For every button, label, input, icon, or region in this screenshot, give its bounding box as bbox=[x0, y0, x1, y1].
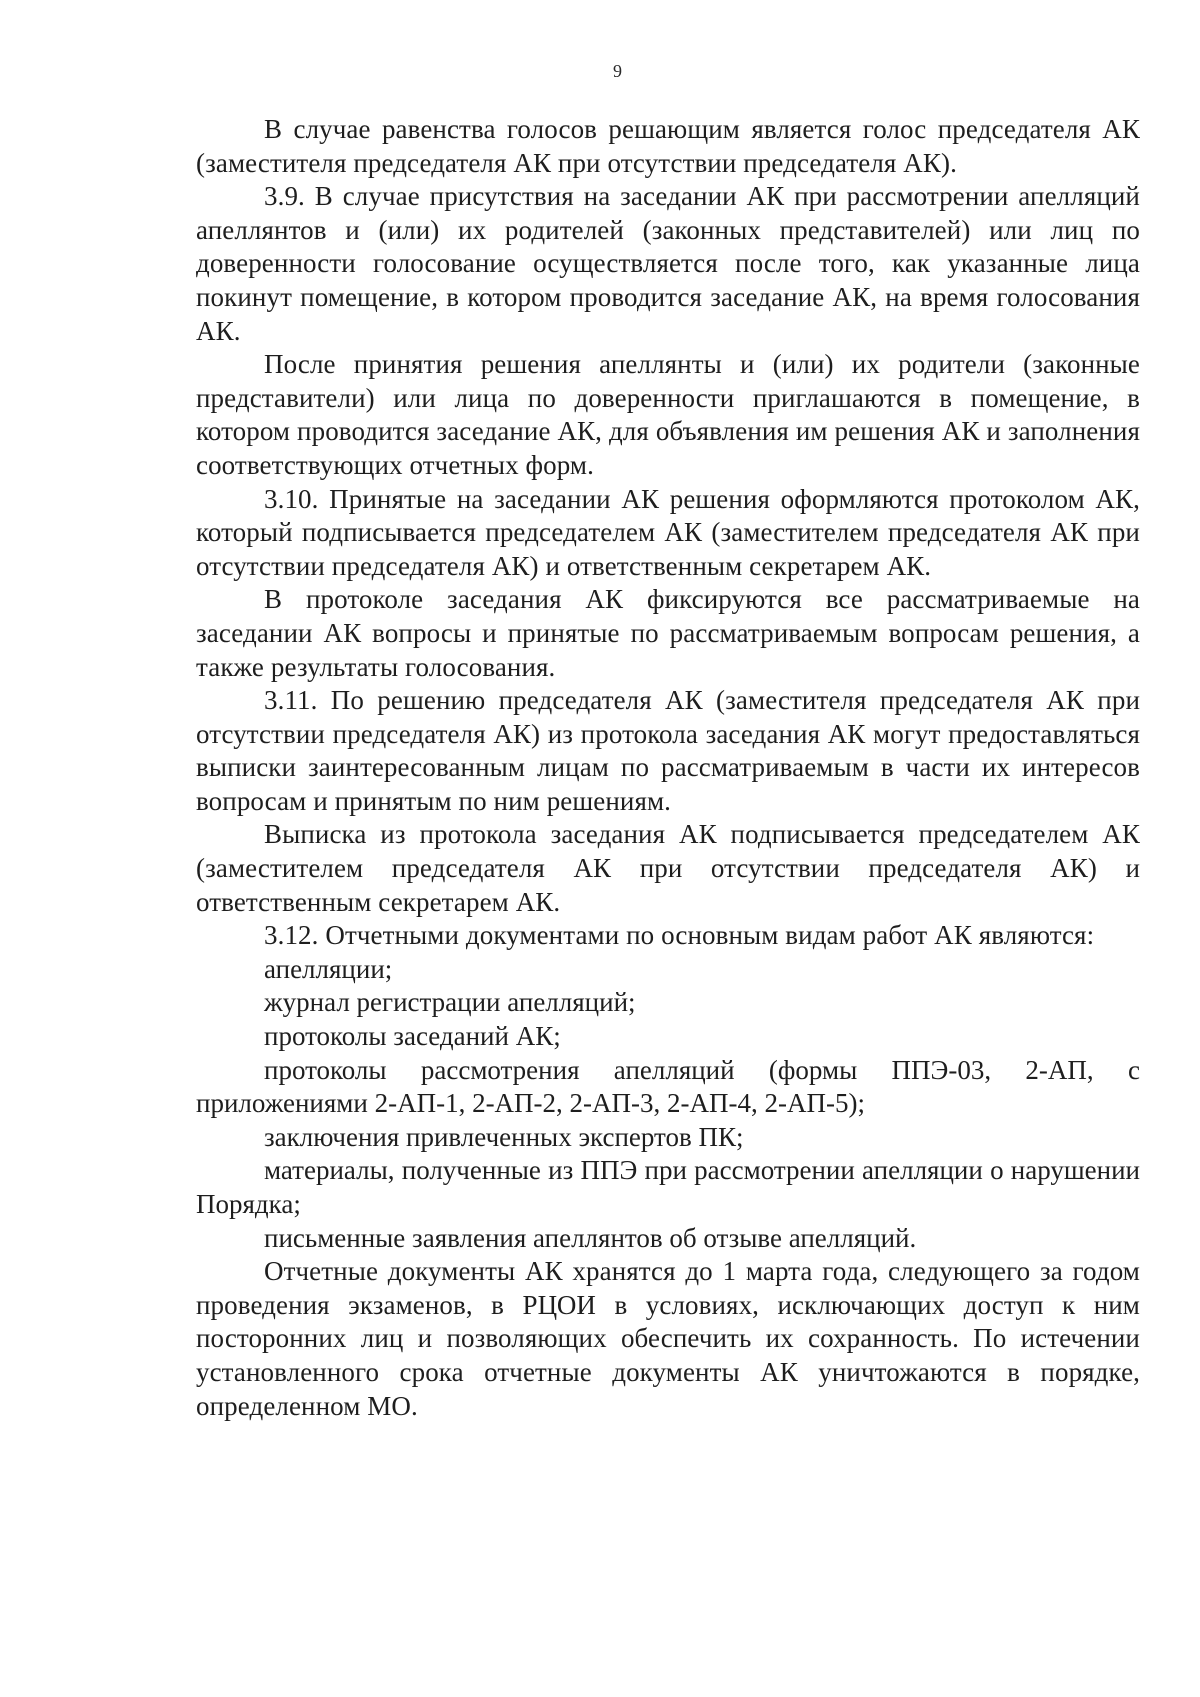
list-item-register: журнал регистрации апелляций; bbox=[264, 987, 636, 1018]
document-body bbox=[196, 113, 1140, 1423]
paragraph-3-12: 3.12. Отчетными документами по основным видам работ АК являются: bbox=[264, 920, 1095, 951]
list-item-appeals: апелляции; bbox=[264, 953, 393, 984]
paragraph-protocol-contents: В протоколе заседания АК фиксируются все рассматриваемые на заседании АК вопросы и принятые по рассматриваемым вопросам решения, а также результаты голосования. bbox=[196, 584, 1140, 682]
paragraph-extract-signing: Выписка из протокола заседания АК подписывается председателем АК (заместителем председателя АК при отсутствии председателя АК) и ответственным секретарем АК. bbox=[196, 819, 1140, 917]
paragraph-tie-vote: В случае равенства голосов решающим является голос председателя АК (заместителя председателя АК при отсутствии председателя АК). bbox=[196, 114, 1140, 178]
paragraph-after-decision: После принятия решения апеллянты и (или) их родители (законные представители) или лица по доверенности приглашаются в помещение, в котором проводится заседание АК, для объявления им решения АК и заполнения соответствующих отчетных форм. bbox=[196, 349, 1140, 480]
list-item-review-protocols: протоколы рассмотрения апелляций (формы ППЭ-03, 2-АП, с приложениями 2-АП-1, 2-АП-2, 2-АП-3, 2-АП-4, 2-АП-5); bbox=[196, 1054, 1140, 1119]
list-item-meeting-protocols: протоколы заседаний АК; bbox=[264, 1021, 561, 1052]
list-item-expert-conclusions: заключения привлеченных экспертов ПК; bbox=[264, 1121, 744, 1152]
paragraph-3-11: 3.11. По решению председателя АК (заместителя председателя АК при отсутствии председателя АК) из протокола заседания АК могут предоставляться выписки заинтересованным лицам по рассматриваемым в части их интересов вопросам и принятым по ним решениям. bbox=[196, 685, 1140, 816]
list-item-withdrawal-statements: письменные заявления апеллянтов об отзыве апелляций. bbox=[264, 1222, 917, 1253]
paragraph-3-9: 3.9. В случае присутствия на заседании АК при рассмотрении апелляций апеллянтов и (или) их родителей (законных представителей) или лиц по доверенности голосование осуществляется после того, как указанные лица покинут помещение, в котором проводится заседание АК, на время голосования АК. bbox=[196, 181, 1140, 346]
list-item-ppe-materials: материалы, полученные из ППЭ при рассмотрении апелляции о нарушении Порядка; bbox=[196, 1155, 1140, 1219]
paragraph-document-storage: Отчетные документы АК хранятся до 1 марта года, следующего за годом проведения экзаменов, в РЦОИ в условиях, исключающих доступ к ним посторонних лиц и позволяющих обеспечить их сохранность. По истечении установленного срока отчетные документы АК уничтожаются в порядке, определенном МО. bbox=[196, 1256, 1140, 1421]
page-number: 9 bbox=[613, 61, 622, 81]
paragraph-3-10: 3.10. Принятые на заседании АК решения оформляются протоколом АК, который подписывается председателем АК (заместителем председателя АК при отсутствии председателя АК) и ответственным секретарем АК. bbox=[196, 483, 1140, 581]
